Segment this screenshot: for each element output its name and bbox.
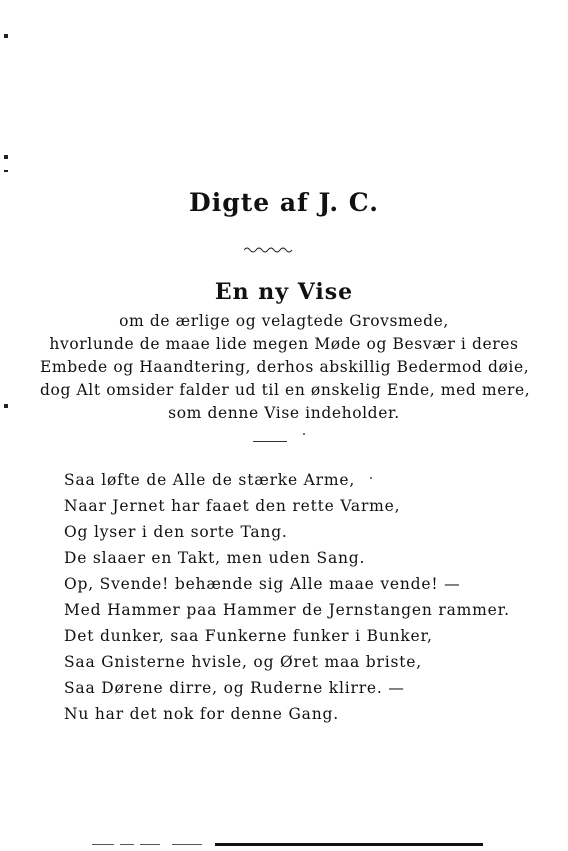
verse-line: Saa løfte de Alle de stærke Arme,	[64, 471, 356, 489]
scan-artifact	[140, 844, 160, 845]
verse-line: Naar Jernet har faaet den rette Varme,	[64, 497, 401, 515]
verse-line: Op, Svende! behænde sig Alle maae vende! —	[64, 575, 461, 593]
verse-line: Med Hammer paa Hammer de Jernstangen rammer.	[64, 601, 510, 619]
subtitle-line: Embede og Haandtering, derhos abskillig Bedermod døie,	[40, 358, 530, 376]
margin-mark	[4, 155, 8, 159]
scan-artifact	[92, 844, 114, 845]
verse-line: De slaaer en Takt, men uden Sang.	[64, 549, 366, 567]
margin-mark	[4, 404, 8, 408]
verse-stanza	[64, 467, 510, 727]
subtitle-line: som denne Vise indeholder.	[168, 404, 400, 422]
verse-line: Saa Dørene dirre, og Ruderne klirre. —	[64, 679, 405, 697]
song-title: En ny Vise	[214, 279, 354, 305]
scan-artifact	[120, 844, 134, 845]
subtitle-line: dog Alt omsider falder ud til en ønskelig Ende, med mere,	[40, 381, 531, 399]
subtitle-line: hvorlunde de maae lide megen Møde og Besvær i deres	[49, 335, 519, 353]
section-rule	[253, 441, 287, 442]
verse-line: Saa Gnisterne hvisle, og Øret maa briste,	[64, 653, 422, 671]
margin-mark	[4, 34, 8, 38]
ornament-divider	[244, 246, 294, 254]
subtitle-line: om de ærlige og velagtede Grovsmede,	[119, 312, 449, 330]
verse-line: Nu har det nok for denne Gang.	[64, 705, 339, 723]
print-speck	[303, 433, 305, 435]
verse-line: Det dunker, saa Funkerne funker i Bunker,	[64, 627, 433, 645]
bottom-rule	[215, 843, 483, 846]
verse-line: Og lyser i den sorte Tang.	[64, 523, 288, 541]
margin-mark	[4, 170, 8, 172]
scan-artifact	[172, 844, 202, 845]
page-title: Digte af J. C.	[189, 188, 379, 217]
song-subtitle	[40, 310, 531, 425]
